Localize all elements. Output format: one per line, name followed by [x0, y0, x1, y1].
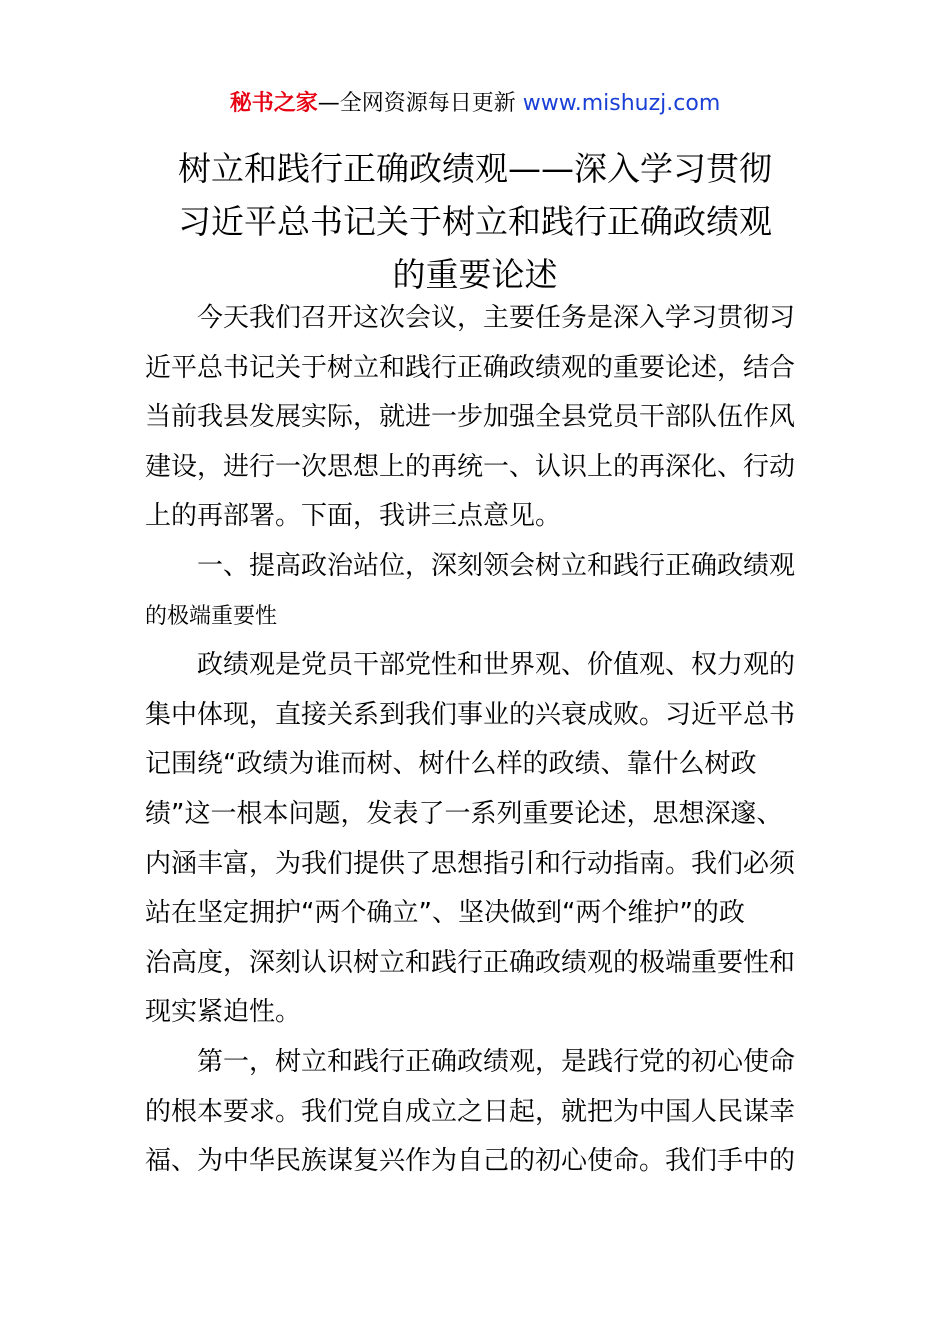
paragraph-line: 第一，树立和践行正确政绩观，是践行党的初心使命: [197, 1046, 796, 1077]
title-line: 的重要论述: [392, 255, 558, 294]
paragraph-line: 当前我县发展实际，就进一步加强全县党员干部队伍作风: [145, 402, 796, 433]
paragraph-line: 现实紧迫性。: [145, 997, 302, 1028]
document-body: [145, 294, 810, 1187]
site-brand: 秘书之家: [229, 91, 318, 116]
paragraph-line: 上的再部署。下面，我讲三点意见。: [145, 501, 562, 532]
paragraph-line: 绩”这一根本问题，发表了一系列重要论述，思想深邃、: [145, 798, 783, 829]
site-url-link[interactable]: www.mishuzj.com: [522, 91, 721, 116]
section-heading-line: 一、提高政治站位，深刻领会树立和践行正确政绩观: [197, 550, 796, 581]
paragraph-line: 集中体现，直接关系到我们事业的兴衰成败。习近平总书: [145, 699, 796, 730]
paragraph-line: 建设，进行一次思想上的再统一、认识上的再深化、行动: [145, 451, 796, 482]
title-line: 习近平总书记关于树立和践行正确政绩观: [178, 202, 772, 241]
paragraph-line: 福、为中华民族谋复兴作为自己的初心使命。我们手中的: [145, 1146, 796, 1177]
paragraph-line: 的根本要求。我们党自成立之日起，就把为中国人民谋幸: [145, 1096, 796, 1127]
paragraph-line: 站在坚定拥护“两个确立”、坚决做到“两个维护”的政: [145, 898, 745, 929]
title-line: 树立和践行正确政绩观——深入学习贯彻: [178, 149, 772, 188]
paragraph-line: 记围绕“政绩为谁而树、树什么样的政绩、靠什么树政: [145, 749, 757, 780]
site-tagline: —全网资源每日更新: [317, 91, 523, 116]
paragraph-line: 治高度，深刻认识树立和践行正确政绩观的极端重要性和: [145, 947, 796, 978]
paragraph-line: 今天我们召开这次会议，主要任务是深入学习贯彻习: [197, 303, 796, 333]
paragraph-line: 政绩观是党员干部党性和世界观、价值观、权力观的: [197, 650, 796, 681]
site-header: [0, 86, 950, 122]
document-title: [140, 142, 810, 301]
section-heading-line: 的极端重要性: [145, 603, 278, 629]
paragraph-line: 近平总书记关于树立和践行正确政绩观的重要论述，结合: [145, 352, 796, 383]
paragraph-line: 内涵丰富，为我们提供了思想指引和行动指南。我们必须: [145, 848, 796, 879]
